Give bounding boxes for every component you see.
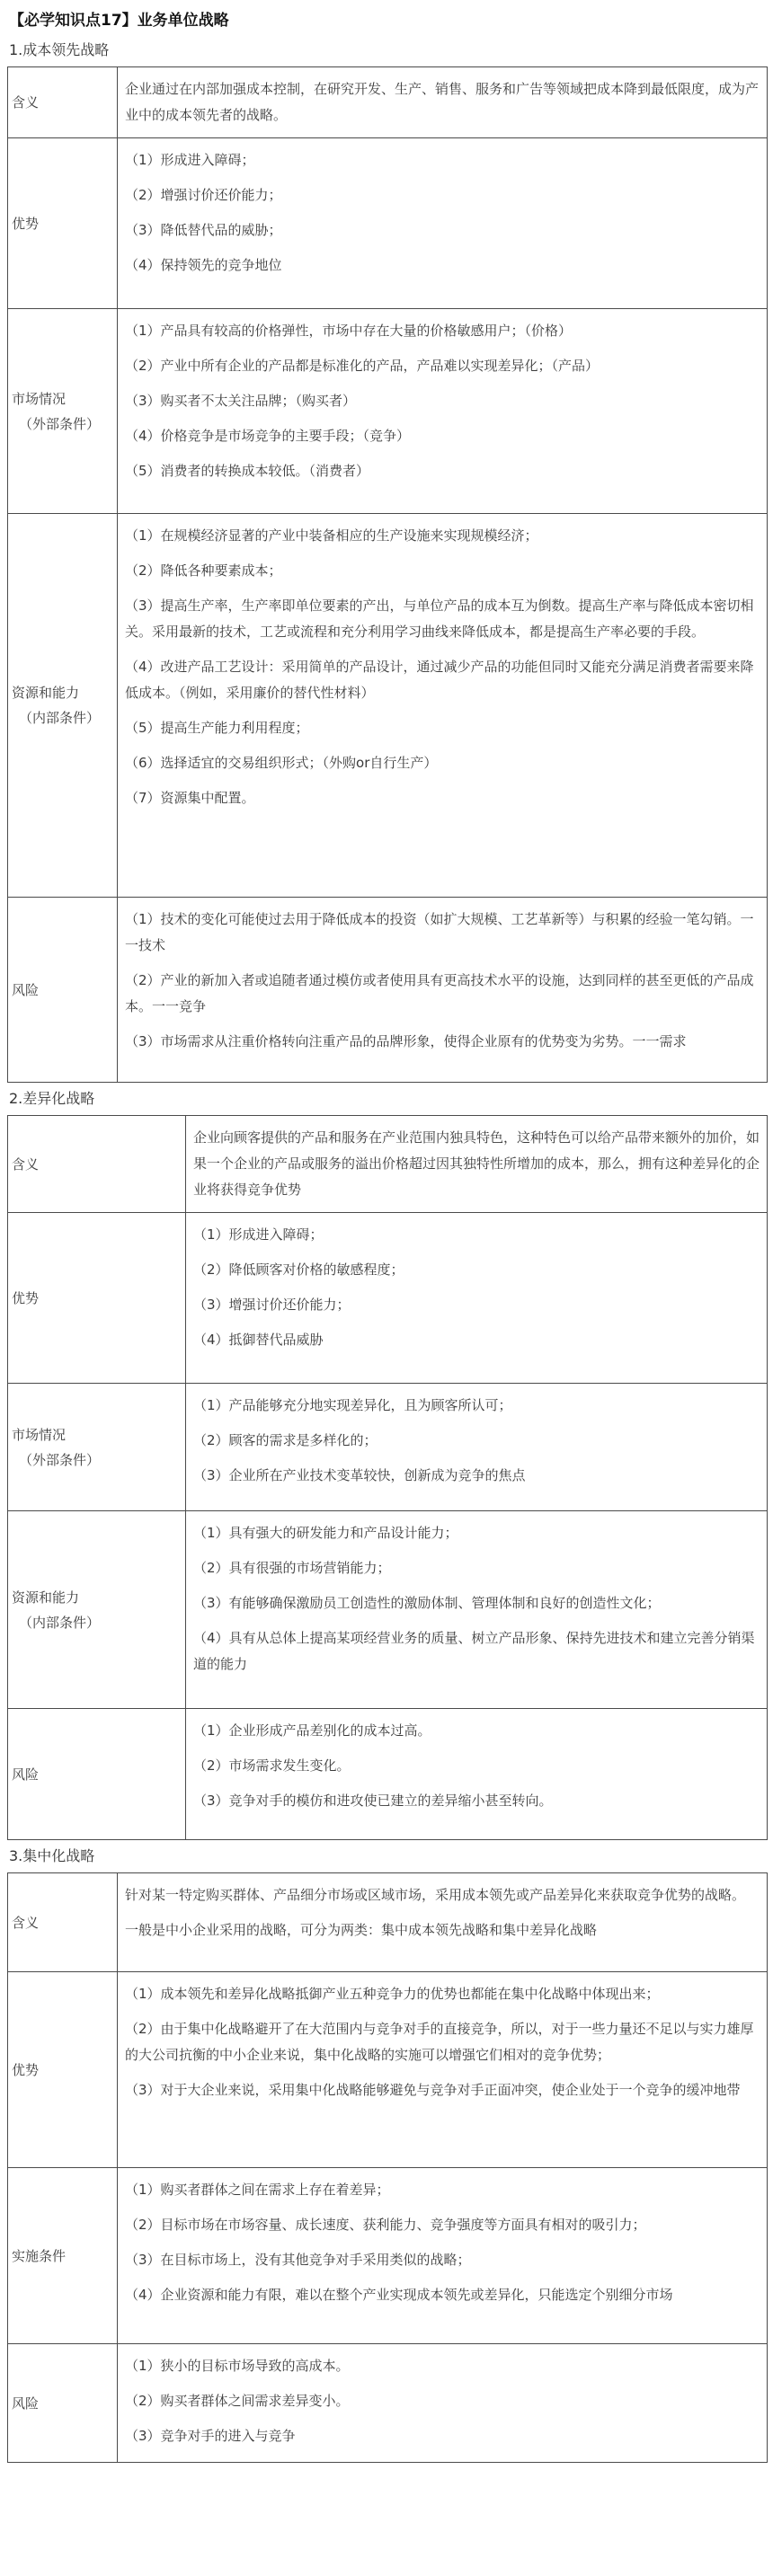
content-item: （2）降低顾客对价格的敏感程度；: [193, 1261, 404, 1278]
row-label: 市场情况 （外部条件）: [8, 309, 118, 514]
content-item: （3）市场需求从注重价格转向注重产品的品牌形象，使得企业原有的优势变为劣势。一一需求: [125, 1033, 687, 1049]
row-label: 含义: [8, 1873, 118, 1972]
table-row-meaning: [8, 67, 768, 138]
row-label: 优势: [8, 1972, 118, 2168]
content-item: （3）竞争对手的模仿和进攻使已建立的差异缩小甚至转向。: [193, 1793, 553, 1809]
table-row-meaning: [8, 1873, 768, 1972]
content-item: （3）降低替代品的威胁；: [125, 222, 282, 238]
table-row-market-conditions: [8, 309, 768, 514]
table-row-advantages: [8, 1213, 768, 1384]
row-content: [118, 1972, 768, 2168]
content-item: （1）购买者群体之间在需求上存在着差异；: [125, 2182, 390, 2198]
content-item: （2）由于集中化战略避开了在大范围内与竞争对手的直接竞争，所以，对于一些力量还不足以与实力雄厚的大公司抗衡的中小企业来说，集中化战略的实施可以增强它们相对的竞争优势；: [125, 2021, 754, 2063]
content-item: 针对某一特定购买群体、产品细分市场或区域市场，采用成本领先或产品差异化来获取竞争优势的战略。: [125, 1887, 746, 1903]
content-item: （2）市场需求发生变化。: [193, 1757, 351, 1774]
section-heading-differentiation: 2.差异化战略: [9, 1090, 95, 1107]
row-content: [118, 2168, 768, 2344]
content-item: （1）狭小的目标市场导致的高成本。: [125, 2358, 350, 2374]
content-item: （4）企业资源和能力有限，难以在整个产业实现成本领先或差异化，只能选定个别细分市场: [125, 2287, 673, 2303]
content-item: （2）产业中所有企业的产品都是标准化的产品，产品难以实现差异化；（产品）: [125, 358, 600, 374]
row-label: 优势: [8, 138, 118, 309]
row-content: [118, 309, 768, 514]
content-item: （3）增强讨价还价能力；: [193, 1297, 351, 1313]
content-item: （2）增强讨价还价能力；: [125, 187, 282, 203]
row-label: 风险: [8, 2344, 118, 2463]
table-row-advantages: [8, 1972, 768, 2168]
content-item: （7）资源集中配置。: [125, 790, 255, 806]
row-content: [118, 514, 768, 898]
content-item: （1）形成进入障碍；: [193, 1226, 324, 1243]
content-item: （2）目标市场在市场容量、成长速度、获利能力、竞争强度等方面具有相对的吸引力；: [125, 2217, 646, 2233]
content-item: （1）产品具有较高的价格弹性，市场中存在大量的价格敏感用户；（价格）: [125, 323, 573, 339]
content-item: 一般是中小企业采用的战略，可分为两类：集中成本领先战略和集中差异化战略: [125, 1922, 598, 1938]
table-row-advantages: [8, 138, 768, 309]
row-label: 含义: [8, 67, 118, 138]
content-item: 企业向顾客提供的产品和服务在产业范围内独具特色，这种特色可以给产品带来额外的加价，如果一个企业的产品或服务的溢出价格超过因其独特性所增加的成本，那么，拥有这种差异化的企业将获得竞争优势: [193, 1129, 760, 1198]
table-row-meaning: [8, 1116, 768, 1213]
content-item: （2）具有很强的市场营销能力；: [193, 1560, 391, 1576]
table-row-resources-capabilities: [8, 1511, 768, 1709]
content-item: （3）在目标市场上，没有其他竞争对手采用类似的战略；: [125, 2252, 471, 2268]
content-item: （5）消费者的转换成本较低。（消费者）: [125, 463, 370, 479]
content-item: （3）企业所在产业技术变革较快，创新成为竞争的焦点: [193, 1467, 526, 1483]
content-item: （4）具有从总体上提高某项经营业务的质量、树立产品形象、保持先进技术和建立完善分销渠道的能力: [193, 1630, 755, 1672]
row-content: [186, 1213, 768, 1384]
section-heading-cost-leadership: 1.成本领先战略: [9, 41, 110, 58]
content-item: （6）选择适宜的交易组织形式；（外购or自行生产）: [125, 755, 438, 771]
table-row-resources-capabilities: [8, 514, 768, 898]
content-item: （2）产业的新加入者或追随者通过模仿或者使用具有更高技术水平的设施，达到同样的甚至更低的产品成本。一一竞争: [125, 972, 754, 1014]
document-title: 【必学知识点17】业务单位战略: [9, 12, 229, 30]
content-item: （1）在规模经济显著的产业中装备相应的生产设施来实现规模经济；: [125, 527, 538, 544]
content-item: （1）形成进入障碍；: [125, 152, 255, 168]
content-item: （3）对于大企业来说，采用集中化战略能够避免与竞争对手正面冲突，使企业处于一个竞争的缓冲地带: [125, 2082, 741, 2098]
row-content: [186, 1709, 768, 1840]
table-differentiation: [7, 1115, 768, 1840]
content-item: （3）有能够确保激励员工创造性的激励体制、管理体制和良好的创造性文化；: [193, 1595, 661, 1611]
content-item: （1）企业形成产品差别化的成本过高。: [193, 1722, 431, 1739]
row-label: 市场情况 （外部条件）: [8, 1384, 186, 1511]
content-item: （2）顾客的需求是多样化的；: [193, 1432, 378, 1448]
row-label: 风险: [8, 1709, 186, 1840]
content-item: （4）改进产品工艺设计：采用简单的产品设计，通过减少产品的功能但同时又能充分满足消费者需要来降低成本。（例如，采用廉价的替代性材料）: [125, 659, 754, 701]
row-content: [118, 898, 768, 1083]
row-label: 优势: [8, 1213, 186, 1384]
table-row-implementation-conditions: [8, 2168, 768, 2344]
table-row-risks: [8, 1709, 768, 1840]
row-label: 风险: [8, 898, 118, 1083]
content-item: （1）产品能够充分地实现差异化，且为顾客所认可；: [193, 1397, 512, 1413]
content-item: （3）提高生产率，生产率即单位要素的产出，与单位产品的成本互为倒数。提高生产率与降低成本密切相关。采用最新的技术，工艺或流程和充分利用学习曲线来降低成本，都是提高生产率必要的手段。: [125, 598, 754, 640]
content-item: 企业通过在内部加强成本控制，在研究开发、生产、销售、服务和广告等领域把成本降到最低限度，成为产业中的成本领先者的战略。: [125, 81, 760, 123]
row-label: 资源和能力 （内部条件）: [8, 514, 118, 898]
table-row-risks: [8, 898, 768, 1083]
row-content: [186, 1384, 768, 1511]
row-content: [118, 138, 768, 309]
content-item: （2）降低各种要素成本；: [125, 562, 282, 579]
content-item: （4）保持领先的竞争地位: [125, 257, 282, 273]
content-item: （4）价格竞争是市场竞争的主要手段；（竞争）: [125, 428, 411, 444]
row-content: [118, 67, 768, 138]
row-content: [186, 1511, 768, 1709]
document-page: [0, 7, 773, 2463]
row-content: [186, 1116, 768, 1213]
content-item: （3）购买者不太关注品牌；（购买者）: [125, 393, 357, 409]
table-row-risks: [8, 2344, 768, 2463]
row-label: 实施条件: [8, 2168, 118, 2344]
content-item: （2）购买者群体之间需求差异变小。: [125, 2393, 350, 2409]
table-row-market-conditions: [8, 1384, 768, 1511]
content-item: （5）提高生产能力利用程度；: [125, 720, 309, 736]
row-label: 资源和能力 （内部条件）: [8, 1511, 186, 1709]
row-label: 含义: [8, 1116, 186, 1213]
table-focus: [7, 1872, 768, 2463]
content-item: （1）具有强大的研发能力和产品设计能力；: [193, 1525, 458, 1541]
content-item: （4）抵御替代品威胁: [193, 1332, 324, 1348]
content-item: （1）技术的变化可能使过去用于降低成本的投资（如扩大规模、工艺革新等）与积累的经验一笔勾销。一一技术: [125, 911, 754, 953]
content-item: （3）竞争对手的进入与竞争: [125, 2428, 296, 2444]
section-heading-focus: 3.集中化战略: [9, 1847, 95, 1864]
table-cost-leadership: [7, 66, 768, 1083]
content-item: （1）成本领先和差异化战略抵御产业五种竞争力的优势也都能在集中化战略中体现出来；: [125, 1986, 660, 2002]
row-content: [118, 1873, 768, 1972]
row-content: [118, 2344, 768, 2463]
